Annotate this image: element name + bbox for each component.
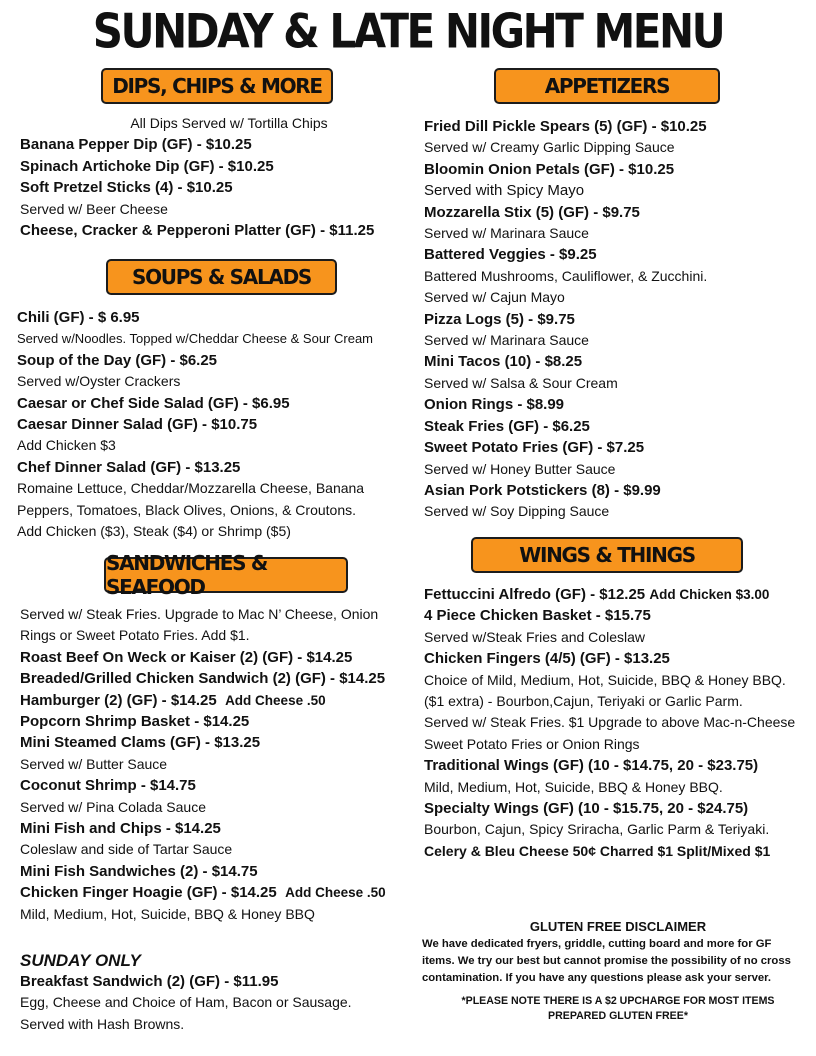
gluten-free-disclaimer: [422, 918, 814, 1023]
section-header-appetizers: APPETIZERS: [494, 68, 720, 104]
menu-item: Traditional Wings (GF) (10 - $14.75, 20 - $23.75): [424, 757, 759, 775]
menu-item: Caesar Dinner Salad (GF) - $10.75: [17, 416, 258, 434]
menu-item: Chili (GF) - $ 6.95: [17, 309, 140, 326]
item-description: Served w/Oyster Crackers: [17, 373, 181, 390]
item-description: Served w/ Salsa & Sour Cream: [424, 374, 618, 391]
menu-item: Bloomin Onion Petals (GF) - $10.25: [424, 160, 675, 178]
disclaimer-text: contamination. If you have any questions please ask your server.: [422, 972, 772, 984]
section-intro: Rings or Sweet Potato Fries. Add $1.: [20, 627, 250, 644]
section-header-wings-things: WINGS & THINGS: [471, 537, 743, 573]
disclaimer-text: items. We try our best but cannot promise the possibility of no cross: [422, 955, 791, 967]
item-description: Served w/Steak Fries and Coleslaw: [424, 628, 645, 645]
section-intro: Served w/ Steak Fries. Upgrade to Mac N’ Cheese, Onion: [20, 606, 379, 622]
menu-item: Banana Pepper Dip (GF) - $10.25: [20, 136, 252, 154]
item-addon: Add Chicken $3.00: [649, 587, 770, 602]
section-header-sandwiches-seafood: SANDWICHES & SEAFOOD: [104, 557, 348, 593]
item-description: Choice of Mild, Medium, Hot, Suicide, BBQ & Honey BBQ.: [424, 671, 786, 688]
menu-item: Soup of the Day (GF) - $6.25: [17, 351, 218, 369]
menu-item: Spinach Artichoke Dip (GF) - $10.25: [20, 157, 274, 175]
menu-item: Mini Fish and Chips - $14.25: [20, 820, 221, 838]
menu-item: Steak Fries (GF) - $6.25: [424, 417, 590, 435]
menu-item: Cheese, Cracker & Pepperoni Platter (GF) - $11.25: [20, 222, 375, 240]
item-description: Served with Spicy Mayo: [424, 182, 585, 200]
appetizers-section: [424, 116, 814, 523]
menu-item-alfredo: [424, 584, 814, 605]
menu-item: Popcorn Shrimp Basket - $14.25: [20, 713, 250, 731]
sandwiches-seafood-section: [20, 604, 420, 925]
upcharge-note: *PLEASE NOTE THERE IS A $2 UPCHARGE FOR MOST ITEMS: [461, 995, 775, 1007]
menu-item: Chicken Fingers (4/5) (GF) - $13.25: [424, 650, 670, 668]
menu-item: Roast Beef On Weck or Kaiser (2) (GF) - $14.25: [20, 648, 353, 666]
item-description: Served w/ Honey Butter Sauce: [424, 460, 616, 477]
menu-item-name: Hamburger (2) (GF) - $14.25: [20, 691, 217, 709]
item-description: Peppers, Tomatoes, Black Olives, Onions, & Croutons.: [17, 501, 357, 518]
menu-item-hoagie: [20, 882, 420, 903]
menu-item: Specialty Wings (GF) (10 - $15.75, 20 - $24.75): [424, 800, 749, 818]
menu-item: Coconut Shrimp - $14.75: [20, 777, 196, 795]
item-description: Mild, Medium, Hot, Suicide, BBQ & Honey BBQ.: [424, 778, 723, 795]
item-description: Romaine Lettuce, Cheddar/Mozzarella Cheese, Banana: [17, 480, 365, 497]
sunday-only-section: [20, 951, 420, 1035]
menu-item: Pizza Logs (5) - $9.75: [424, 310, 575, 328]
upcharge-note: PREPARED GLUTEN FREE*: [548, 1009, 688, 1022]
item-description: Served w/Noodles. Topped w/Cheddar Cheese & Sour Cream: [17, 331, 374, 347]
sunday-only-heading: SUNDAY ONLY: [20, 951, 141, 970]
menu-item: Asian Pork Potstickers (8) - $9.99: [424, 481, 661, 499]
item-description: Sweet Potato Fries or Onion Rings: [424, 735, 640, 752]
item-addon: Add Cheese .50: [285, 885, 386, 901]
menu-item: Mozzarella Stix (5) (GF) - $9.75: [424, 203, 640, 221]
disclaimer-heading: GLUTEN FREE DISCLAIMER: [529, 919, 707, 934]
item-description: Coleslaw and side of Tartar Sauce: [20, 841, 233, 858]
menu-item-hamburger: [20, 690, 420, 711]
menu-item: Mini Tacos (10) - $8.25: [424, 353, 583, 371]
item-description: Served w/ Cajun Mayo: [424, 289, 565, 306]
menu-title: SUNDAY & LATE NIGHT MENU: [92, 3, 724, 59]
item-description: Served w/ Marinara Sauce: [424, 332, 589, 349]
menu-item: Battered Veggies - $9.25: [424, 246, 597, 264]
menu-item: Chef Dinner Salad (GF) - $13.25: [17, 458, 241, 476]
item-description: Egg, Cheese and Choice of Ham, Bacon or Sausage.: [20, 994, 352, 1011]
item-description: Served w/ Steak Fries. $1 Upgrade to above Mac-n-Cheese: [424, 714, 796, 731]
item-description: ($1 extra) - Bourbon,Cajun, Teriyaki or Garlic Parm.: [424, 693, 743, 710]
dips-section: [20, 113, 420, 241]
soups-salads-section: [17, 307, 417, 542]
item-description: Served with Hash Browns.: [20, 1015, 185, 1032]
item-description: Add Chicken $3: [17, 437, 116, 454]
item-description: Add Chicken ($3), Steak ($4) or Shrimp ($5): [17, 523, 291, 540]
menu-item: Sweet Potato Fries (GF) - $7.25: [424, 439, 645, 457]
menu-item: Breakfast Sandwich (2) (GF) - $11.95: [20, 973, 279, 990]
item-description: Served w/ Marinara Sauce: [424, 225, 589, 242]
menu-item: Mini Steamed Clams (GF) - $13.25: [20, 734, 261, 752]
item-addon: Add Cheese .50: [225, 692, 326, 708]
menu-item: Caesar or Chef Side Salad (GF) - $6.95: [17, 394, 290, 412]
menu-item: Soft Pretzel Sticks (4) - $10.25: [20, 179, 233, 197]
item-description: Served w/ Beer Cheese: [20, 200, 168, 217]
item-description: Served w/ Butter Sauce: [20, 755, 168, 772]
item-description: Battered Mushrooms, Cauliflower, & Zucchini.: [424, 267, 708, 284]
item-description: Served w/ Pina Colada Sauce: [20, 798, 206, 815]
menu-item-name: Fettuccini Alfredo (GF) - $12.25: [424, 586, 646, 603]
item-description: Served w/ Creamy Garlic Dipping Sauce: [424, 139, 675, 156]
dips-intro: All Dips Served w/ Tortilla Chips: [130, 115, 328, 131]
section-header-soups-salads: SOUPS & SALADS: [106, 259, 337, 295]
menu-item: Breaded/Grilled Chicken Sandwich (2) (GF) - $14.25: [20, 670, 386, 688]
menu-item: Onion Rings - $8.99: [424, 396, 565, 414]
item-description: Mild, Medium, Hot, Suicide, BBQ & Honey BBQ: [20, 905, 315, 922]
wings-things-section: [424, 584, 814, 862]
item-description: Bourbon, Cajun, Spicy Sriracha, Garlic Parm & Teriyaki.: [424, 821, 770, 838]
menu-item-name: Chicken Finger Hoagie (GF) - $14.25: [20, 884, 277, 902]
menu-item: 4 Piece Chicken Basket - $15.75: [424, 607, 651, 625]
menu-item: Mini Fish Sandwiches (2) - $14.75: [20, 862, 258, 880]
menu-item: Celery & Bleu Cheese 50¢ Charred $1 Split/Mixed $1: [424, 842, 771, 859]
item-description: Served w/ Soy Dipping Sauce: [424, 503, 610, 520]
section-header-dips: DIPS, CHIPS & MORE: [101, 68, 333, 104]
menu-item: Fried Dill Pickle Spears (5) (GF) - $10.25: [424, 118, 707, 135]
disclaimer-text: We have dedicated fryers, griddle, cutting board and more for GF: [422, 938, 772, 950]
